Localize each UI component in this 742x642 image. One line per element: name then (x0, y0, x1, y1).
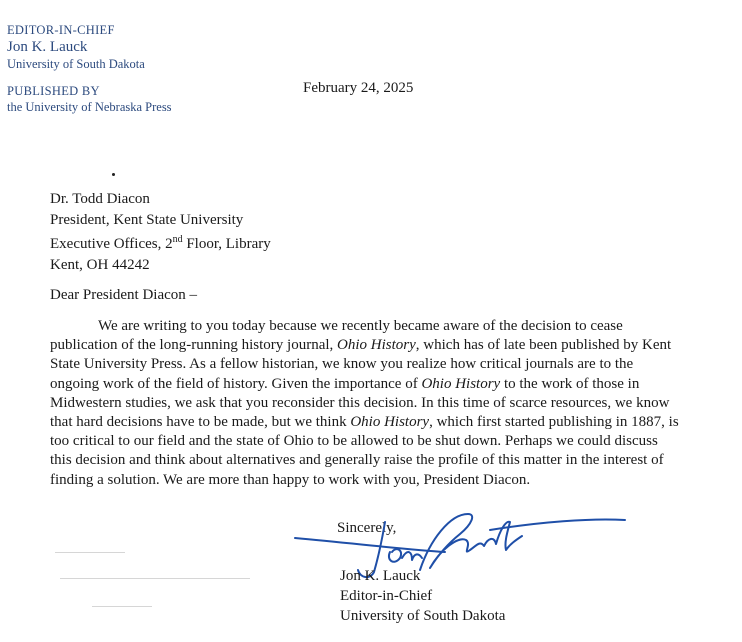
body-part-3: to the work of those in Midwestern studies, we ask that you reconsider this decision. In this time of scarce resources, we know that hard decisions have to be made, but we think (50, 375, 670, 431)
scan-artifact (55, 552, 125, 553)
editor-name: Jon K. Lauck (7, 39, 88, 55)
letter-body (50, 317, 680, 490)
recipient-address (50, 189, 271, 275)
office-suffix: Floor, Library (182, 236, 271, 252)
signer-institution: University of South Dakota (340, 608, 506, 624)
office-prefix: Executive Offices, 2 (50, 236, 173, 252)
publisher-name: the University of Nebraska Press (7, 100, 172, 114)
letterhead (7, 22, 172, 115)
publisher-label: PUBLISHED BY (7, 84, 100, 98)
journal-title: Ohio History (421, 375, 501, 392)
stray-mark (112, 173, 115, 176)
journal-title: Ohio History (337, 337, 416, 354)
salutation: Dear President Diacon – (50, 287, 198, 303)
body-part-2: , which has of late been published by Kent State University Press. As a fellow historian, we know you realize how critical journals are to the ongoing work of the field of history. Given the importance of (50, 337, 672, 392)
signature-block (340, 566, 505, 626)
scan-artifact (92, 606, 152, 607)
recipient-city: Kent, OH 44242 (50, 256, 150, 273)
recipient-name: Dr. Todd Diacon (50, 191, 150, 207)
scan-artifact (60, 578, 250, 579)
body-part-4: , which first started publishing in 1887, is too critical to our field and the state of Ohio to be allowed to be shut down. Perhaps we could discuss this decision and think about alternatives and generally raise the profile of this matter in the interest of finding a solution. We are more than happy to work with you, President Diacon. (50, 414, 679, 488)
office-ordinal: nd (172, 234, 183, 245)
signer-name: Jon K. Lauck (340, 568, 421, 584)
journal-title: Ohio History (350, 414, 430, 431)
editor-institution: University of South Dakota (7, 57, 145, 71)
recipient-title: President, Kent State University (50, 211, 244, 228)
editor-role: EDITOR-IN-CHIEF (7, 23, 115, 37)
recipient-office (50, 230, 271, 255)
body-part-1: We are writing to you today because we recently became aware of the decision to cease publication of the long-running history journal, (50, 318, 623, 354)
signer-role: Editor-in-Chief (340, 588, 433, 604)
closing: Sincerely, (337, 520, 397, 536)
letter-date: February 24, 2025 (303, 80, 414, 96)
